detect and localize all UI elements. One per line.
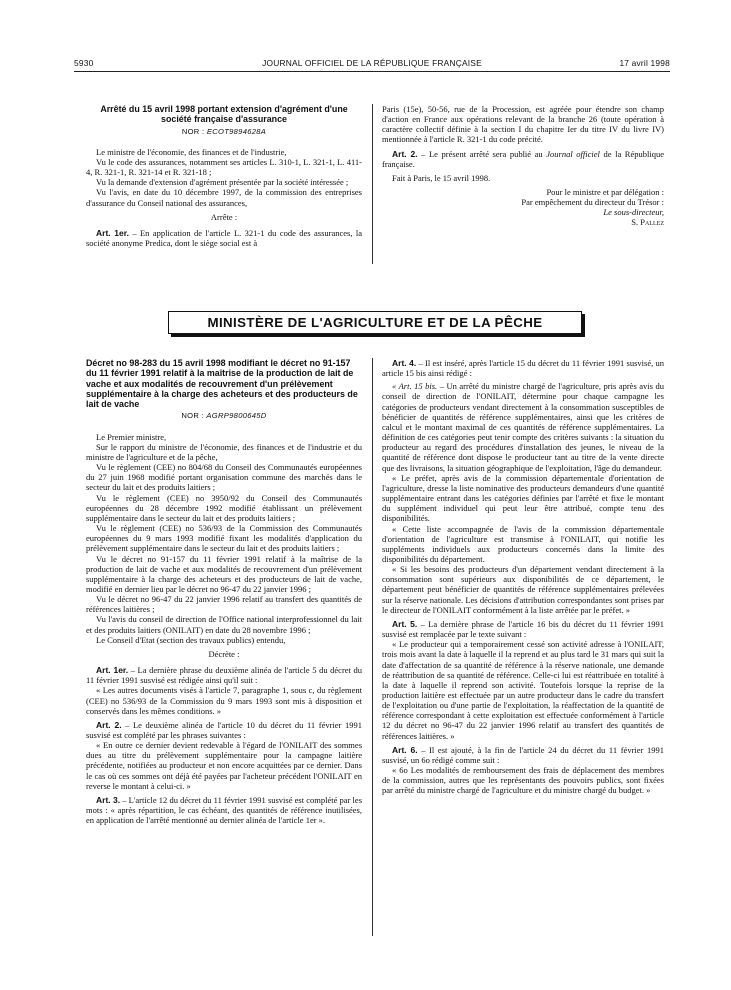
article-2 bbox=[86, 720, 362, 740]
article-label: Art. 1er. bbox=[96, 665, 129, 676]
ministry-banner: MINISTÈRE DE L'AGRICULTURE ET DE LA PÊCHE bbox=[168, 311, 582, 334]
article-text: – En application de l'article L. 321-1 du code des assurances, la société anonyme Predica, dont le siège social est à bbox=[86, 227, 363, 248]
visa-paragraph: Vu le décret no 91-157 du 11 février 1991 relatif à la maîtrise de la production de lait de vache et aux modalités de recouvrement d'un prélèvement supplémentaire à la charge des acheteurs et des producteurs de lait de vache, modifié en dernier lieu par le décret no 96-47 du 22 janvier 1996 ; bbox=[86, 553, 362, 594]
article-text: de la République française. bbox=[382, 148, 664, 169]
article-label: Art. 5. bbox=[392, 618, 418, 629]
signature-name: S. Pallez bbox=[631, 217, 664, 228]
nor-reference bbox=[86, 127, 362, 137]
signature-line: Pour le ministre et par délégation : bbox=[546, 187, 664, 198]
signature-block bbox=[382, 187, 664, 227]
article-quote: « Le producteur qui a temporairement cessé son activité adresse à l'ONILAIT, trois mois avant la date à laquelle il la reprend et au plus tard le 31 mars qui suit la date d'affectation de sa quantité de référence à la réserve nationale, une demande de réattribution de sa quantité de référence. Celle-ci lui est réattribuée en totalité à la date à laquelle il reprend son activité. Toutefois lorsque la reprise de la production laitière est effectuée par un autre producteur dans le cadre du transfert de l'exploitation ou d'une partie de l'exploitation, la réaffectation de la quantité de référence correspondant à cette exploitation est effectuée conformément à l'article 12 du décret no 96-47 du 22 janvier 1996 relatif au transfert des quantités de références laitières. » bbox=[382, 639, 664, 741]
visa-paragraph: Vu le règlement (CEE) no 536/93 de la Commission des Communautés européennes du 9 mars 1993 modifié fixant les modalités d'application du prélèvement supplémentaire dans le secteur du lait et des produits laitiers ; bbox=[86, 523, 362, 554]
nor-label: NOR : bbox=[181, 126, 205, 136]
article-label: Art. 2. bbox=[392, 148, 418, 159]
article-text: – L'article 12 du décret du 11 février 1991 susvisé est complété par les mots : « après répartition, le cas échéant, des quantités de référence inutilisées, en application de l'arrêté mentionné au dernier alinéa de l'article 1er ». bbox=[86, 794, 363, 826]
article-quote: « Cette liste accompagnée de l'avis de la commission départementale d'orientation de l'agriculture est transmise à l'ONILAIT, qui notifie les suppléments individuels aux producteurs concernés dans la limite des disponibilités du département. bbox=[382, 523, 664, 564]
visa-paragraph: Le Premier ministre, bbox=[96, 431, 167, 442]
visa-paragraph: Le ministre de l'économie, des finances et de l'industrie, bbox=[96, 146, 287, 157]
journal-title: JOURNAL OFFICIEL DE LA RÉPUBLIQUE FRANÇAISE bbox=[262, 58, 482, 68]
arrete-label: Arrête : bbox=[210, 211, 238, 222]
article-label: Art. 1er. bbox=[96, 227, 129, 238]
article-quote: « Les autres documents visés à l'article 7, paragraphe 1, sous c, du règlement (CEE) no 536/93 de la Commission du 9 mars 1993 sont mis à disposition et conservés dans les mêmes conditions. » bbox=[86, 685, 362, 716]
article-label: Art. 4. bbox=[392, 358, 417, 368]
column-divider bbox=[372, 104, 373, 264]
arrete-assurance-continued bbox=[382, 104, 664, 227]
nor-code: AGRP9800645D bbox=[206, 411, 267, 421]
article-1 bbox=[86, 665, 362, 685]
article-text: – Un arrêté du ministre chargé de l'agriculture, pris après avis du conseil de direction de l'ONILAIT, détermine pour chaque campagne les catégories de producteurs vendant directement à la consommation susceptibles de bénéficier de quantités de référence supplémentaires, ainsi que les critères de calcul et le montant maximal de ces quantités de référence supplémentaires. La définition de ces catégories peut tenir compte des critères suivants : la situation du producteur au regard des procédures d'installation des jeunes, le niveau de la quantité de référence dont dispose le producteur tant au titre de la vente directe que des livraisons, la situation géographique de l'exploitation, l'âge du demandeur. bbox=[382, 381, 664, 473]
article-4 bbox=[382, 358, 664, 378]
decret-lait-section bbox=[86, 358, 362, 825]
signature-role: Le sous-directeur, bbox=[603, 207, 664, 218]
arrete-assurance-section bbox=[86, 104, 362, 248]
article-text: – Il est inséré, après l'article 15 du décret du 11 février 1991 susvisé, un article 15 bis ainsi rédigé : bbox=[382, 358, 664, 379]
article-text: – Le présent arrêté sera publié au bbox=[417, 148, 547, 159]
visa-paragraph: Le Conseil d'Etat (section des travaux publics) entendu, bbox=[96, 634, 286, 645]
visa-paragraph: Vu la demande d'extension d'agrément présentée par la société intéressée ; bbox=[96, 177, 349, 188]
nor-code: ECOT9894628A bbox=[206, 126, 267, 136]
quoted-article-label: « Art. 15 bis. bbox=[392, 381, 438, 392]
article-quote: « Si les besoins des producteurs d'un département vendant directement à la consommation sont supérieurs aux disponibilités de ce département, le département peut bénéficier de quantités de référence supplémentaires prélevées sur la réserve nationale. Les décisions d'attribution correspondantes sont prises par le directeur de l'ONILAIT conformément à la liste arrêtée par le préfet. » bbox=[382, 564, 664, 615]
decret-title: Décret no 98-283 du 15 avril 1998 modifiant le décret no 91-157 du 11 février 1991 relatif à la maîtrise de la production de lait de vache et aux modalités de recouvrement d'un prélèvement supplémentaire à la charge des acheteurs et des producteurs de lait de vache bbox=[86, 358, 358, 410]
article-text: – La dernière phrase de l'article 16 bis du décret du 11 février 1991 susvisé est remplacée par le texte suivant : bbox=[382, 618, 664, 640]
visa-paragraph: Vu le code des assurances, notamment ses articles L. 310-1, L. 321-1, L. 411-4, R. 321-1, R. 321-14 et R. 321-18 ; bbox=[86, 156, 362, 178]
visa-paragraph: Sur le rapport du ministre de l'économie, des finances et de l'industrie et du ministre de l'agriculture et de la pêche, bbox=[86, 441, 362, 462]
article-label: Art. 6. bbox=[392, 744, 418, 755]
arrete-title: Arrêté du 15 avril 1998 portant extension d'agrément d'une société française d'assurance bbox=[100, 104, 348, 125]
article-1 bbox=[86, 228, 362, 248]
visa-paragraph: Vu le règlement (CEE) no 3950/92 du Conseil des Communautés européennes du 28 décembre 1992 modifié établissant un prélèvement supplémentaire dans le secteur du lait et des produits laitiers ; bbox=[86, 492, 362, 523]
article-quote: « Le préfet, après avis de la commission départementale d'orientation de l'agriculture, dresse la liste nominative des producteurs demandeurs d'une quantité supplémentaire entrant dans les catégories définies par l'arrêté et fixe le montant du supplément individuel qui peut leur être attribué, compte tenu des disponibilités. bbox=[382, 472, 664, 524]
journal-officiel-text: Journal officiel bbox=[546, 148, 600, 159]
article-label: Art. 2. bbox=[96, 719, 122, 730]
article-6 bbox=[382, 745, 664, 765]
article-quote: « En outre ce dernier devient redevable à l'égard de l'ONILAIT des sommes dues au titre du prélèvement supplémentaire pour la campagne laitière précédente, notifiées au producteur et non encore acquittées par ce dernier. Dans le cas où ces sommes ont déjà été payées par l'acheteur précédent l'ONILAIT en reverse le montant à celui-ci. » bbox=[86, 740, 362, 791]
decrete-label: Décrète : bbox=[208, 648, 240, 659]
signature-line: Par empêchement du directeur du Trésor : bbox=[521, 197, 664, 208]
article-continuation: Paris (15e), 50-56, rue de la Procession, est agréée pour étendre son champ d'action en France aux opérations relevant de la branche 26 (toute opération à caractère collectif définie à la section I du chapitre Ier du titre IV du livre IV) mentionnée à l'article R. 321-1 du code précité. bbox=[382, 104, 664, 145]
article-5 bbox=[382, 619, 664, 639]
article-2 bbox=[382, 149, 664, 169]
article-text: – La dernière phrase du deuxième alinéa de l'article 5 du décret du 11 février 1991 susvisé est rédigée ainsi qu'il suit : bbox=[86, 665, 363, 686]
header-rule bbox=[74, 71, 670, 72]
done-at: Fait à Paris, le 15 avril 1998. bbox=[392, 172, 491, 183]
nor-label: NOR : bbox=[181, 411, 204, 421]
article-text: – Il est ajouté, à la fin de l'article 24 du décret du 11 février 1991 susvisé, un 6o rédigé comme suit : bbox=[382, 744, 664, 765]
nor-reference bbox=[86, 411, 362, 421]
column-divider bbox=[372, 358, 373, 936]
article-quote bbox=[382, 381, 664, 472]
decret-lait-continued bbox=[382, 358, 664, 796]
article-text: – Le deuxième alinéa de l'article 10 du décret du 11 février 1991 susvisé est complété par les phrases suivantes : bbox=[86, 719, 362, 741]
visa-paragraph: Vu le règlement (CEE) no 804/68 du Conseil des Communautés européennes du 27 juin 1968 modifié portant organisation commune des marchés dans le secteur du lait et des produits laitiers ; bbox=[86, 462, 362, 493]
visa-paragraph: Vu le décret no 96-47 du 22 janvier 1996 relatif au transfert des quantités de références laitières ; bbox=[86, 594, 362, 615]
article-3 bbox=[86, 795, 362, 825]
visa-paragraph: Vu l'avis du conseil de direction de l'Office national interprofessionnel du lait et des produits laitiers (ONILAIT) en date du 28 novembre 1996 ; bbox=[86, 614, 362, 635]
article-quote: « 6o Les modalités de remboursement des frais de déplacement des membres de la commission, autres que les représentants des pouvoirs publics, sont fixées par arrêté du ministre chargé de l'agriculture et du ministre chargé du budget. » bbox=[382, 765, 664, 796]
page-number: 5930 bbox=[74, 58, 94, 68]
article-label: Art. 3. bbox=[96, 794, 121, 805]
issue-date: 17 avril 1998 bbox=[619, 58, 670, 68]
visa-paragraph: Vu l'avis, en date du 10 décembre 1997, de la commission des entreprises d'assurance du Conseil national des assurances, bbox=[86, 187, 362, 208]
